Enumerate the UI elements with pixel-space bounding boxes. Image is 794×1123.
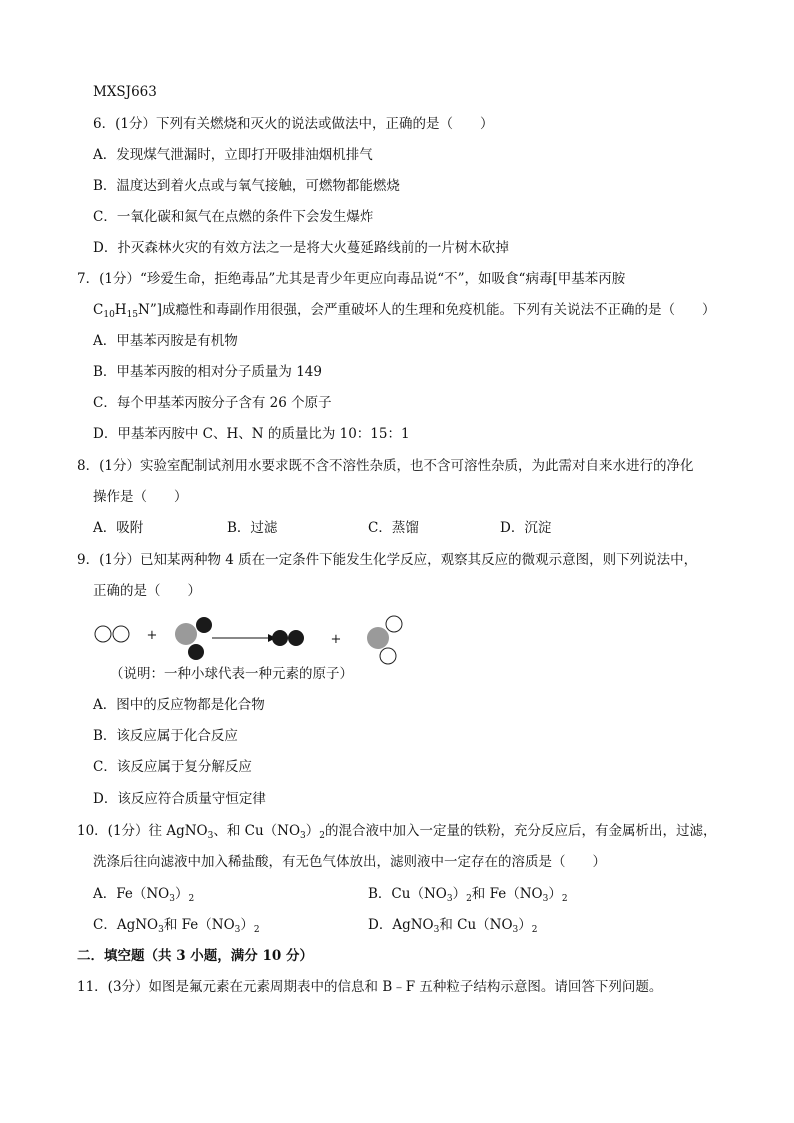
- black-atom: [196, 617, 212, 633]
- section-title-fill-in: 二．填空题（共 3 小题，满分 10 分）: [77, 948, 313, 964]
- product-molecule-black-pair: [272, 630, 304, 646]
- white-atom: [95, 626, 111, 642]
- q7-option-b: B．甲基苯丙胺的相对分子质量为 149: [93, 364, 322, 380]
- gray-atom: [367, 627, 389, 649]
- q6-option-a: A．发现煤气泄漏时，立即打开吸排油烟机排气: [93, 147, 373, 163]
- black-atom: [288, 630, 304, 646]
- white-atom: [386, 616, 402, 632]
- q9-stem-line1: 9．(1分）已知某两种物 4 质在一定条件下能发生化学反应，观察其反应的微观示意图，则下列说法中，: [77, 552, 698, 568]
- q6-option-b: B．温度达到着火点或与氧气接触，可燃物都能燃烧: [93, 178, 400, 194]
- plus-sign: +: [146, 628, 158, 643]
- q8-option-b: B．过滤: [227, 520, 278, 536]
- reactant-molecule-white-pair: [95, 626, 129, 642]
- q10-option-c: C．AgNO$_3$和 $Fe(NO_3)_2$: [93, 917, 260, 935]
- q10-option-b: B．$Cu(NO_3)_2$和 $Fe(NO_3)_2$: [368, 886, 568, 904]
- q9-option-a: A．图中的反应物都是化合物: [93, 697, 265, 713]
- q8-stem-line2: 操作是（ ）: [93, 489, 188, 505]
- q7-option-d: D．甲基苯丙胺中 C、H、N 的质量比为 10：15：1: [93, 426, 410, 442]
- q10-option-a: A．$Fe(NO_3)_2$: [93, 886, 195, 904]
- q9-diagram-caption: （说明：一种小球代表一种元素的原子）: [110, 666, 353, 682]
- black-atom: [272, 630, 288, 646]
- plus-sign: +: [330, 632, 342, 647]
- q6-option-d: D．扑灭森林火灾的有效方法之一是将大火蔓延路线前的一片树木砍掉: [93, 240, 509, 256]
- q11-stem: 11．(3分）如图是氟元素在元素周期表中的信息和 B﹣F 五种粒子结构示意图。请回答下列问题。: [77, 979, 663, 995]
- q9-option-d: D．该反应符合质量守恒定律: [93, 791, 266, 807]
- doc-code: MXSJ663: [93, 84, 157, 100]
- reaction-arrow: [212, 634, 276, 642]
- q10-option-d: D．AgNO$_3$和 $Cu(NO_3)_2$: [368, 917, 538, 935]
- q10-stem-line2: 洗涤后往向滤液中加入稀盐酸，有无色气体放出，滤则液中一定存在的溶质是（ ）: [93, 854, 606, 870]
- black-atom: [188, 644, 204, 660]
- q8-stem-line1: 8．(1分）实验室配制试剂用水要求既不含不溶性杂质，也不含可溶性杂质，为此需对自来水进行的净化: [77, 458, 694, 474]
- q8-option-a: A．吸附: [93, 520, 144, 536]
- reaction-diagram: [88, 612, 418, 668]
- q9-option-b: B．该反应属于化合反应: [93, 728, 238, 744]
- gray-atom: [175, 623, 197, 645]
- q7-stem-line2: $C_{10}H_{15}N$”]成瘾性和毒副作用很强，会严重破坏人的生理和免疫机能。下列有关说法不正确的是（ ）: [93, 302, 716, 320]
- q6-option-c: C．一氧化碳和氮气在点燃的条件下会发生爆炸: [93, 209, 374, 225]
- q7-option-c: C．每个甲基苯丙胺分子含有 26 个原子: [93, 395, 332, 411]
- q8-option-c: C．蒸馏: [368, 520, 419, 536]
- q9-stem-line2: 正确的是（ ）: [93, 583, 201, 599]
- white-atom: [113, 626, 129, 642]
- q7-option-a: A．甲基苯丙胺是有机物: [93, 333, 238, 349]
- q9-option-c: C．该反应属于复分解反应: [93, 759, 252, 775]
- q7-stem-line1: 7．(1分）“珍爱生命，拒绝毒品”尤其是青少年更应向毒品说“不”，如吸食“病毒[甲基苯丙胺: [77, 271, 626, 287]
- white-atom: [380, 648, 396, 664]
- reactant-molecule-gray-black: [175, 617, 212, 660]
- q6-stem: 6．(1分）下列有关燃烧和灭火的说法或做法中，正确的是（ ）: [93, 116, 494, 132]
- q8-option-d: D．沉淀: [500, 520, 552, 536]
- product-molecule-gray-white: [367, 616, 402, 664]
- q10-stem-line1: 10．(1分）往 AgNO$_3$、和 $Cu(NO_3)_2$的混合液中加入一定量的铁粉，充分反应后，有金属析出，过滤，: [77, 823, 717, 841]
